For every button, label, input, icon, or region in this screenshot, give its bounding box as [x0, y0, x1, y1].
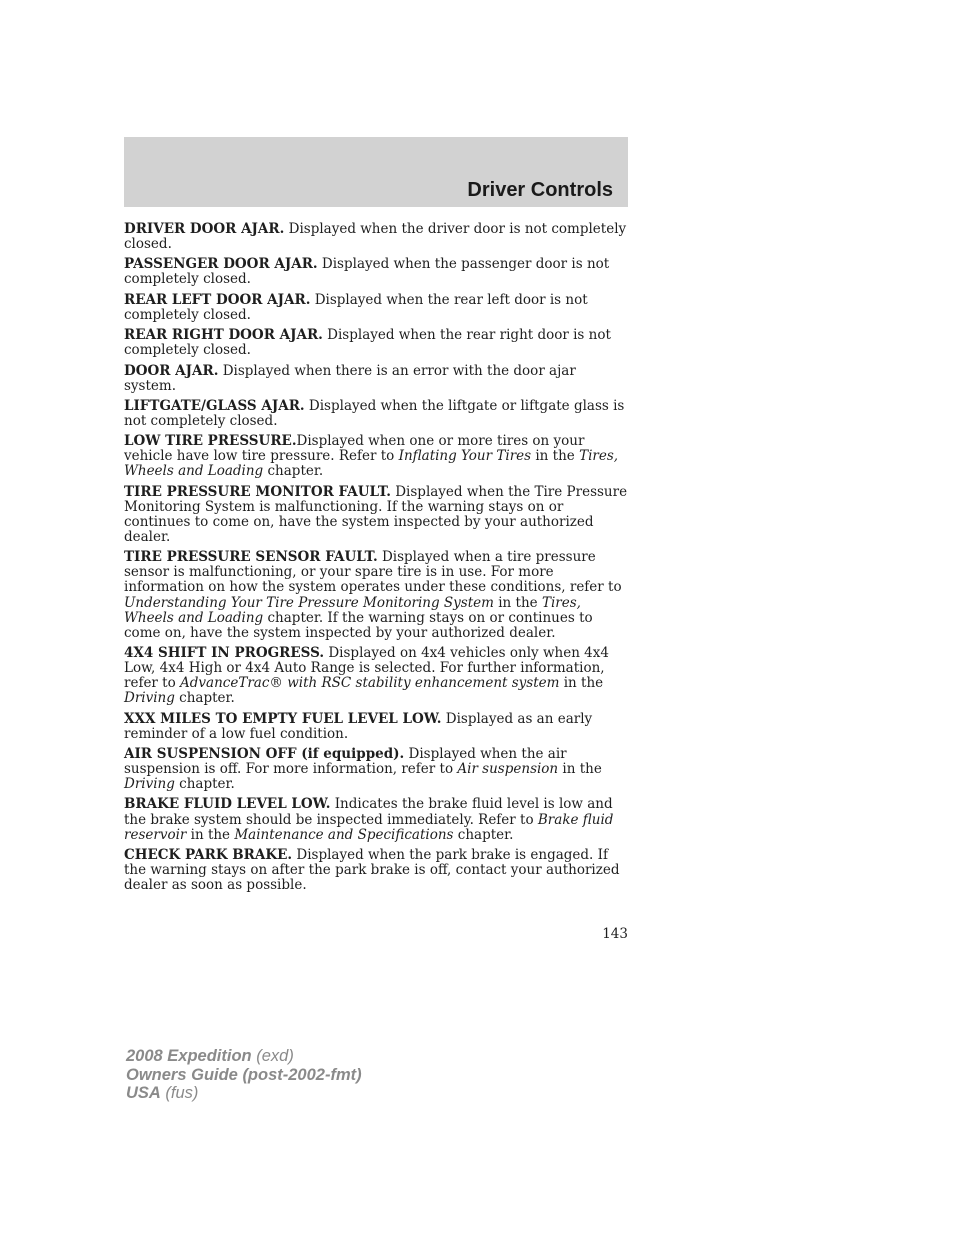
document-footer: [126, 1047, 362, 1103]
footer-region-line: USA (fus): [126, 1084, 199, 1102]
message-description: Displayed when a tire pressure sensor is malfunctioning, or your spare tire is in use. For more information on how the system operates under these conditions, refer to: [124, 549, 622, 596]
cross-reference: Inflating Your Tires: [398, 448, 532, 465]
message-entry: [124, 257, 628, 287]
message-description: Displayed when the park brake is engaged. If the warning stays on after the park brake is off, contact your authorized dealer as soon as possible.: [124, 846, 620, 894]
message-term: AIR SUSPENSION OFF (if equipped).: [124, 745, 405, 762]
cross-reference: Driving: [124, 776, 175, 793]
message-term: TIRE PRESSURE MONITOR FAULT.: [124, 483, 391, 500]
message-description: Displayed on 4x4 vehicles only when 4x4 Low, 4x4 High or 4x4 Auto Range is selected. For further information, refer to: [124, 645, 609, 692]
message-entry: [124, 328, 628, 358]
message-entry: [124, 646, 628, 706]
message-entry: [124, 485, 628, 545]
message-term: XXX MILES TO EMPTY FUEL LEVEL LOW.: [124, 710, 442, 727]
message-term: CHECK PARK BRAKE.: [124, 846, 293, 863]
message-description: in the: [493, 594, 542, 611]
message-description: chapter.: [453, 826, 514, 843]
message-description: Displayed when the rear left door is not completely closed.: [124, 291, 588, 323]
message-term: REAR RIGHT DOOR AJAR.: [124, 327, 323, 344]
cross-reference: Air suspension: [457, 761, 559, 778]
message-description: in the: [186, 826, 235, 843]
message-list: [124, 222, 628, 898]
message-term: LIFTGATE/GLASS AJAR.: [124, 397, 305, 414]
message-entry: [124, 293, 628, 323]
message-description: chapter. If the warning stays on or continues to come on, have the system inspected by your authorized dealer.: [124, 609, 593, 641]
message-description: Displayed as an early reminder of a low fuel condition.: [124, 710, 593, 742]
message-term: TIRE PRESSURE SENSOR FAULT.: [124, 549, 378, 566]
message-description: Displayed when the driver door is not completely closed.: [124, 221, 627, 253]
cross-reference: Brake fluid reservoir: [124, 811, 614, 843]
message-description: chapter.: [263, 463, 324, 480]
message-description: Displayed when one or more tires on your vehicle have low tire pressure. Refer to: [124, 433, 585, 465]
message-description: Displayed when the liftgate or liftgate glass is not completely closed.: [124, 397, 625, 429]
message-term: DOOR AJAR.: [124, 362, 219, 379]
cross-reference: Tires, Wheels and Loading: [124, 594, 581, 626]
message-description: Displayed when the rear right door is not completely closed.: [124, 327, 611, 359]
message-description: chapter.: [174, 690, 235, 707]
message-term: 4X4 SHIFT IN PROGRESS.: [124, 645, 325, 662]
message-entry: [124, 712, 628, 742]
message-description: in the: [558, 761, 602, 778]
message-entry: [124, 797, 628, 842]
cross-reference: AdvanceTrac® with RSC stability enhancement system: [180, 675, 560, 692]
cross-reference: Driving: [124, 690, 175, 707]
message-entry: [124, 550, 628, 641]
cross-reference: Maintenance and Specifications: [234, 826, 454, 843]
message-term: BRAKE FLUID LEVEL LOW.: [124, 796, 331, 813]
footer-model-line: 2008 Expedition (exd): [126, 1047, 294, 1065]
cross-reference: Understanding Your Tire Pressure Monitoring System: [124, 594, 494, 611]
message-entry: [124, 364, 628, 394]
message-term: REAR LEFT DOOR AJAR.: [124, 291, 311, 308]
section-header-bar: [124, 137, 628, 207]
section-title: Driver Controls: [467, 179, 613, 201]
message-term: PASSENGER DOOR AJAR.: [124, 256, 318, 273]
message-term: LOW TIRE PRESSURE.: [124, 433, 297, 450]
message-description: chapter.: [174, 776, 235, 793]
message-description: Displayed when the passenger door is not completely closed.: [124, 256, 610, 288]
page-number: 143: [602, 926, 628, 942]
message-description: Indicates the brake fluid level is low and the brake system should be inspected immediately. Refer to: [124, 796, 613, 828]
message-term: DRIVER DOOR AJAR.: [124, 221, 285, 237]
footer-guide-line: Owners Guide (post-2002-fmt): [126, 1065, 362, 1084]
message-description: Displayed when there is an error with the door ajar system.: [124, 362, 576, 394]
message-entry: [124, 848, 628, 893]
message-description: Displayed when the Tire Pressure Monitoring System is malfunctioning. If the warning stays on or continues to come on, have the system inspected by your authorized dealer.: [124, 483, 628, 545]
message-entry: [124, 434, 628, 479]
message-description: in the: [531, 448, 580, 465]
cross-reference: Tires, Wheels and Loading: [124, 448, 619, 480]
message-entry: [124, 747, 628, 792]
message-description: in the: [559, 675, 604, 692]
message-entry: [124, 222, 628, 252]
message-description: Displayed when the air suspension is off. For more information, refer to: [124, 745, 567, 778]
message-entry: [124, 399, 628, 429]
